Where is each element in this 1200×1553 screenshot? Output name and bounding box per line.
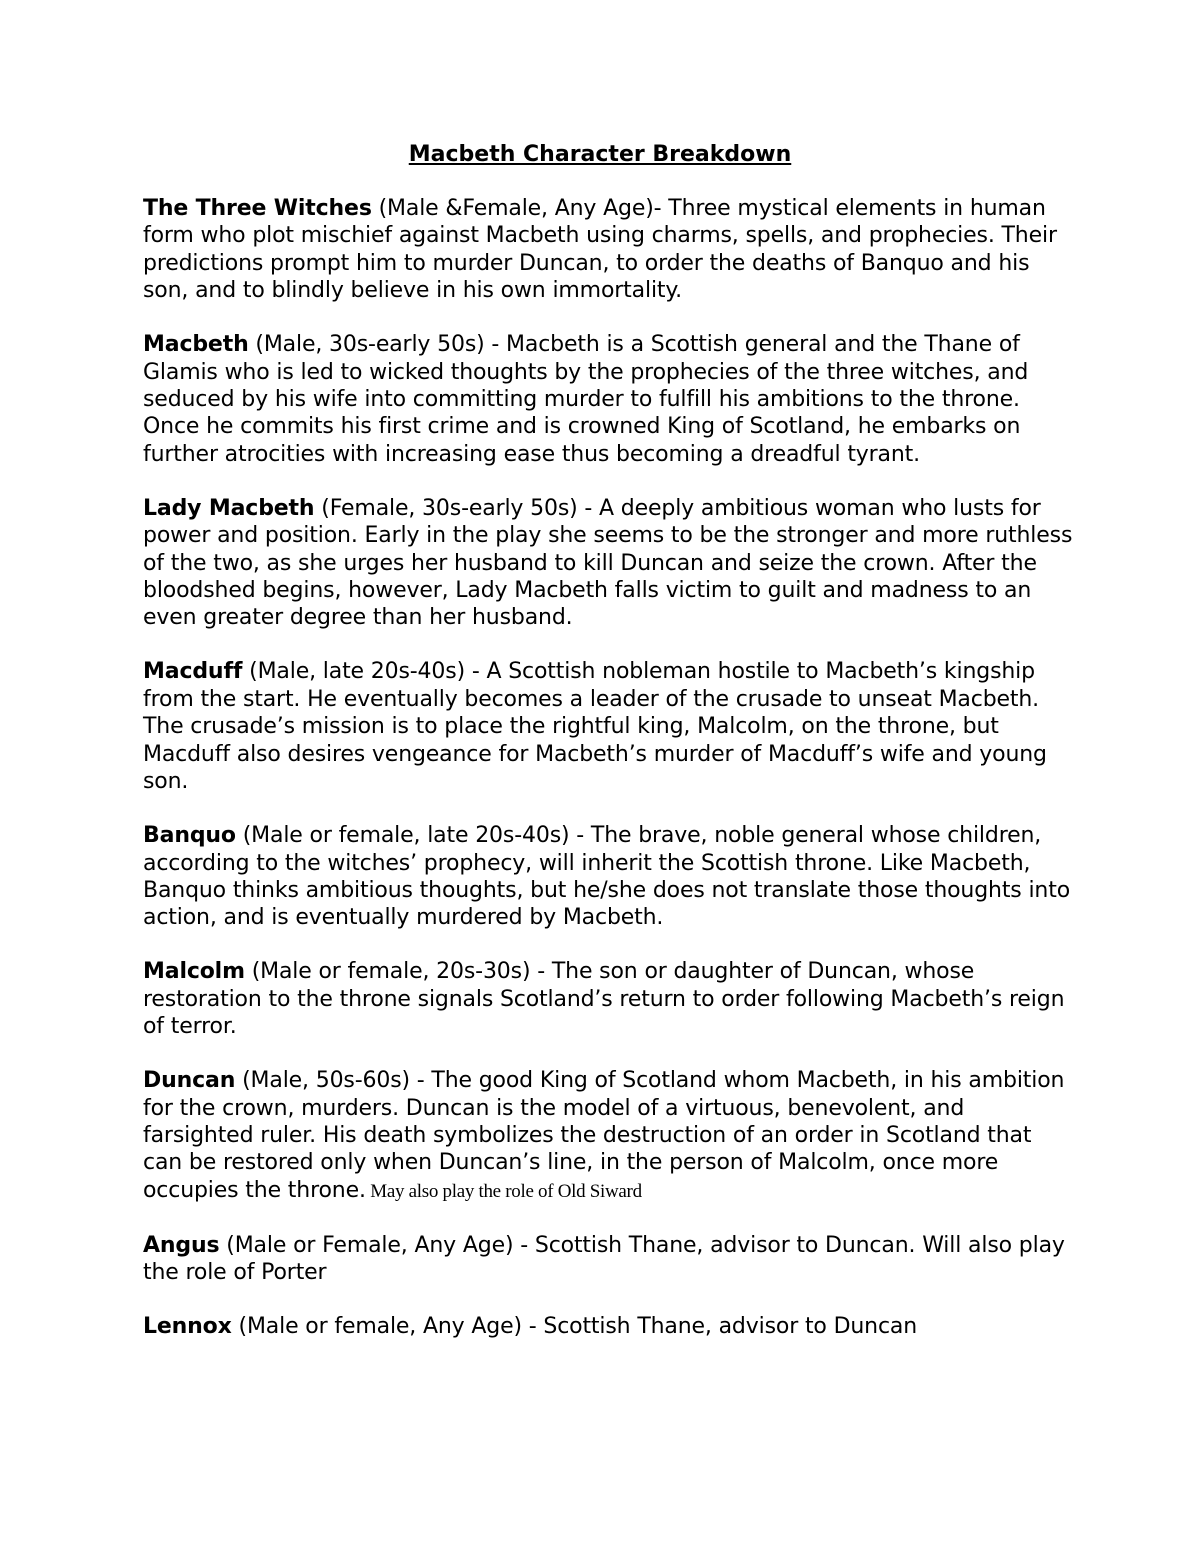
character-name: Lady Macbeth xyxy=(143,495,315,521)
character-list xyxy=(143,195,1073,1367)
character-entry-duncan xyxy=(143,1067,1073,1205)
character-entry-angus xyxy=(143,1232,1073,1287)
character-details: (Female, 30s-early 50s) - A deeply ambitious woman who lusts for power and position. Early in the play she seems to be the stronger and more ruthless of the two, as she urges her husband to kill Duncan and seize the crown. After the bloodshed begins, however, Lady Macbeth falls victim to guilt and madness to an even greater degree than her husband. xyxy=(143,495,1073,631)
character-entry-three-witches xyxy=(143,195,1073,305)
character-name: Duncan xyxy=(143,1068,236,1094)
document-title: Macbeth Character Breakdown xyxy=(408,142,792,167)
character-name: Macduff xyxy=(143,659,243,685)
character-name: Lennox xyxy=(143,1314,232,1340)
character-details: (Male or female, late 20s-40s) - The brave, noble general whose children, according to the witches’ prophecy, will inherit the Scottish throne. Like Macbeth, Banquo thinks ambitious thoughts, but he/she does not translate those thoughts into action, and is eventually murdered by Macbeth. xyxy=(143,823,1071,931)
character-details: (Male or female, Any Age) - Scottish Thane, advisor to Duncan xyxy=(231,1314,918,1340)
character-name: Banquo xyxy=(143,823,236,849)
character-entry-malcolm xyxy=(143,958,1073,1040)
character-entry-macbeth xyxy=(143,331,1073,468)
character-details: (Male or Female, Any Age) - Scottish Thane, advisor to Duncan. Will also play the role of Porter xyxy=(143,1232,1065,1286)
character-name: The Three Witches xyxy=(143,196,372,221)
character-entry-banquo xyxy=(143,822,1073,932)
character-details: (Male, 30s-early 50s) - Macbeth is a Scottish general and the Thane of Glamis who is led to wicked thoughts by the prophecies of the three witches, and seduced by his wife into committing murder to fulfill his ambitions to the throne. Once he commits his first crime and is crowned King of Scotland, he embarks on further atrocities with increasing ease thus becoming a dreadful tyrant. xyxy=(143,332,1029,467)
character-name: Macbeth xyxy=(143,332,249,358)
character-name: Angus xyxy=(143,1232,220,1258)
character-details: (Male, late 20s-40s) - A Scottish nobleman hostile to Macbeth’s kingship from the start. He eventually becomes a leader of the crusade to unseat Macbeth. The crusade’s mission is to place the rightful king, Malcolm, on the throne, but Macduff also desires vengeance for Macbeth’s murder of Macduff’s wife and young son. xyxy=(143,659,1047,795)
character-details: (Male, 50s-60s) - The good King of Scotland whom Macbeth, in his ambition for the crown, murders. Duncan is the model of a virtuous, benevolent, and farsighted ruler. His death symbolizes the destruction of an order in Scotland that can be restored only when Duncan’s line, in the person of Malcolm, once more occupies the throne. xyxy=(143,1068,1065,1203)
character-details: (Male or female, 20s-30s) - The son or daughter of Duncan, whose restoration to the throne signals Scotland’s return to order following Macbeth’s reign of terror. xyxy=(143,959,1065,1040)
character-note: May also play the role of Old Siward xyxy=(365,1180,642,1202)
character-entry-macduff xyxy=(143,658,1073,795)
character-details: (Male &Female, Any Age)- Three mystical elements in human form who plot mischief against Macbeth using charms, spells, and prophecies. Their predictions prompt him to murder Duncan, to order the deaths of Banquo and his son, and to blindly believe in his own immortality. xyxy=(143,196,1057,304)
character-name: Malcolm xyxy=(143,959,245,985)
character-entry-lady-macbeth xyxy=(143,495,1073,632)
character-entry-lennox xyxy=(143,1313,1073,1340)
